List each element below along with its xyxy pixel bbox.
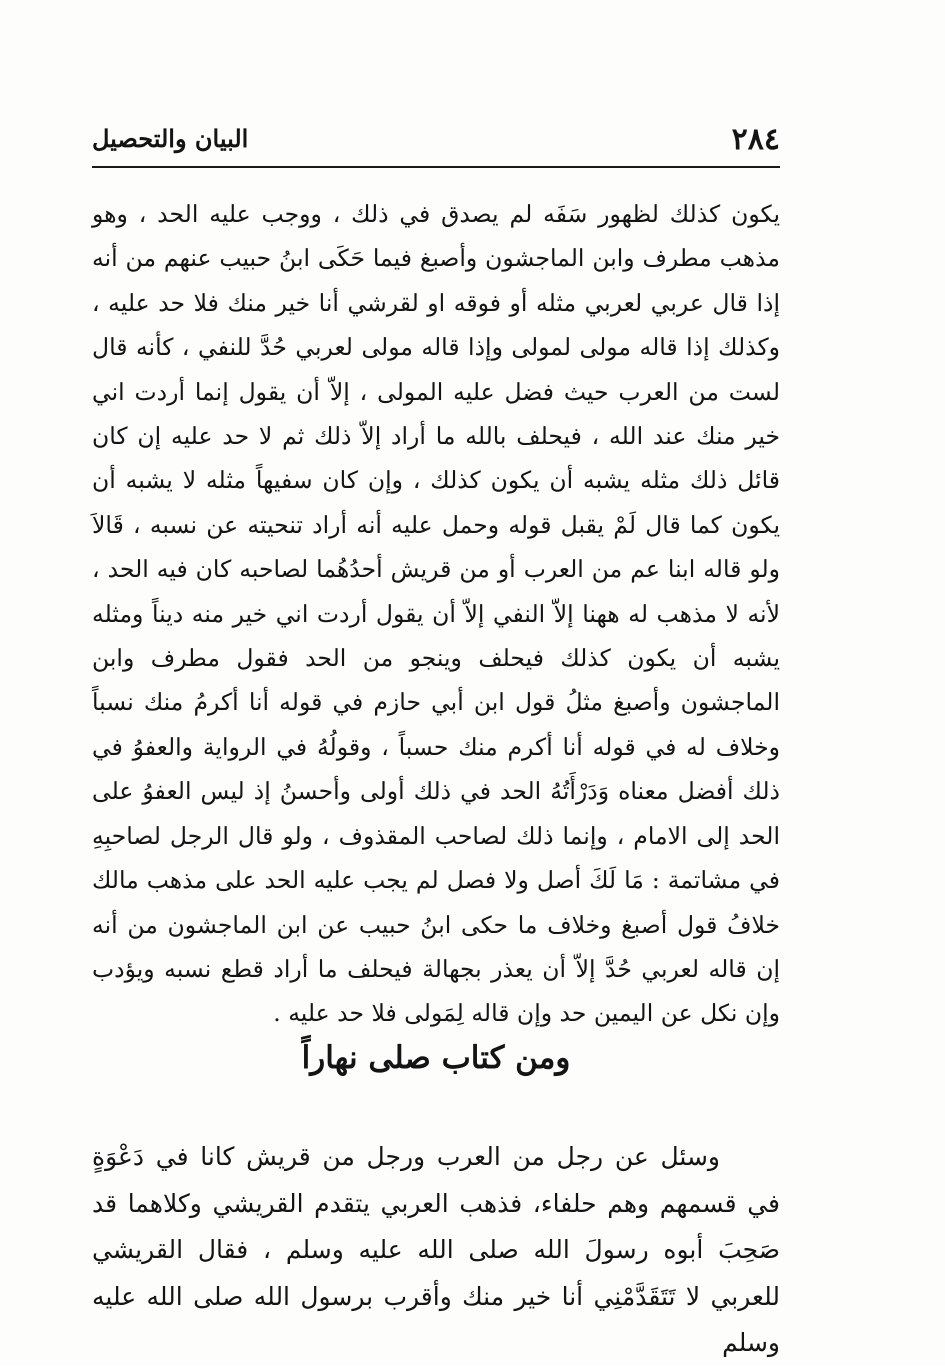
header-divider bbox=[92, 166, 780, 168]
main-paragraph: يكون كذلك لظهور سَفَه لم يصدق في ذلك ، ووجب عليه الحد ، وهو مذهب مطرف وابن الماجشون وأصبغ فيما حَكَى ابنُ حبيب عنهم من أنه إذا قال عربي لعربي مثله أو فوقه او لقرشي أنا خير منك فلا حد عليه ، وكذلك إذا قاله مولى لمولى وإذا قاله مولى لعربي حُدَّ للنفي ، كأنه قال لست من العرب حيث فضل عليه المولى ، إلاّ أن يقول إنما أردت اني خير منك عند الله ، فيحلف بالله ما أراد إلاّ ذلك ثم لا حد عليه إن كان قائل ذلك مثله يشبه أن يكون كذلك ، وإن كان سفيهاً مثله لا يشبه أن يكون كما قال لَمْ يقبل قوله وحمل عليه أنه أراد تنحيته عن نسبه ، قَالاَ ولو قاله ابنا عم من العرب أو من قريش أحدُهُما لصاحبه كان فيه الحد ، لأنه لا مذهب له ههنا إلاّ النفي إلاّ أن يقول أردت اني خير منه ديناً ومثله يشبه أن يكون كذلك فيحلف وينجو من الحد فقول مطرف وابن الماجشون وأصبغ مثلُ قول ابن أبي حازم في قوله أنا أكرمُ منك نسباً وخلاف له في قوله أنا أكرم منك حسباً ، وقولُهُ في الرواية والعفوُ في ذلك أفضل معناه وَدَرْأَتُهُ الحد في ذلك أولى وأحسنُ إذ ليس العفوُ على الحد إلى الامام ، وإنما ذلك لصاحب المقذوف ، ولو قال الرجل لصاحبِهِ في مشاتمة : مَا لَكَ أصل ولا فصل لم يجب عليه الحد على مذهب مالك خلافُ قول أصبغ وخلاف ما حكى ابنُ حبيب عن ابن الماجشون من أنه إن قاله لعربي حُدَّ إلاّ أن يعذر بجهالة فيحلف ما أراد قطع نسبه ويؤدب وإن نكل عن اليمين حد وإن قاله لِمَولى فلا حد عليه . bbox=[92, 200, 780, 1028]
section-heading: ومن كتاب صلى نهاراً bbox=[301, 1040, 571, 1076]
section-text-block bbox=[92, 1134, 780, 1367]
page-header bbox=[92, 120, 780, 170]
section-paragraph: وسئل عن رجل من العرب ورجل من قريش كانا في دَعْوَةٍ في قسمهم وهم حلفاء، فذهب العربي يتقدم القريشي وكلاهما قد صَحِبَ أبوه رسولَ الله صلى الله عليه وسلم ، فقال القريشي للعربي لا تَتَقَدَّمْنِي أنا خير منك وأقرب برسول الله صلى الله عليه وسلم bbox=[92, 1142, 780, 1357]
page-number: ٢٨٤ bbox=[731, 122, 780, 157]
main-text-block bbox=[92, 192, 780, 1036]
running-title: البيان والتحصيل bbox=[92, 124, 249, 153]
